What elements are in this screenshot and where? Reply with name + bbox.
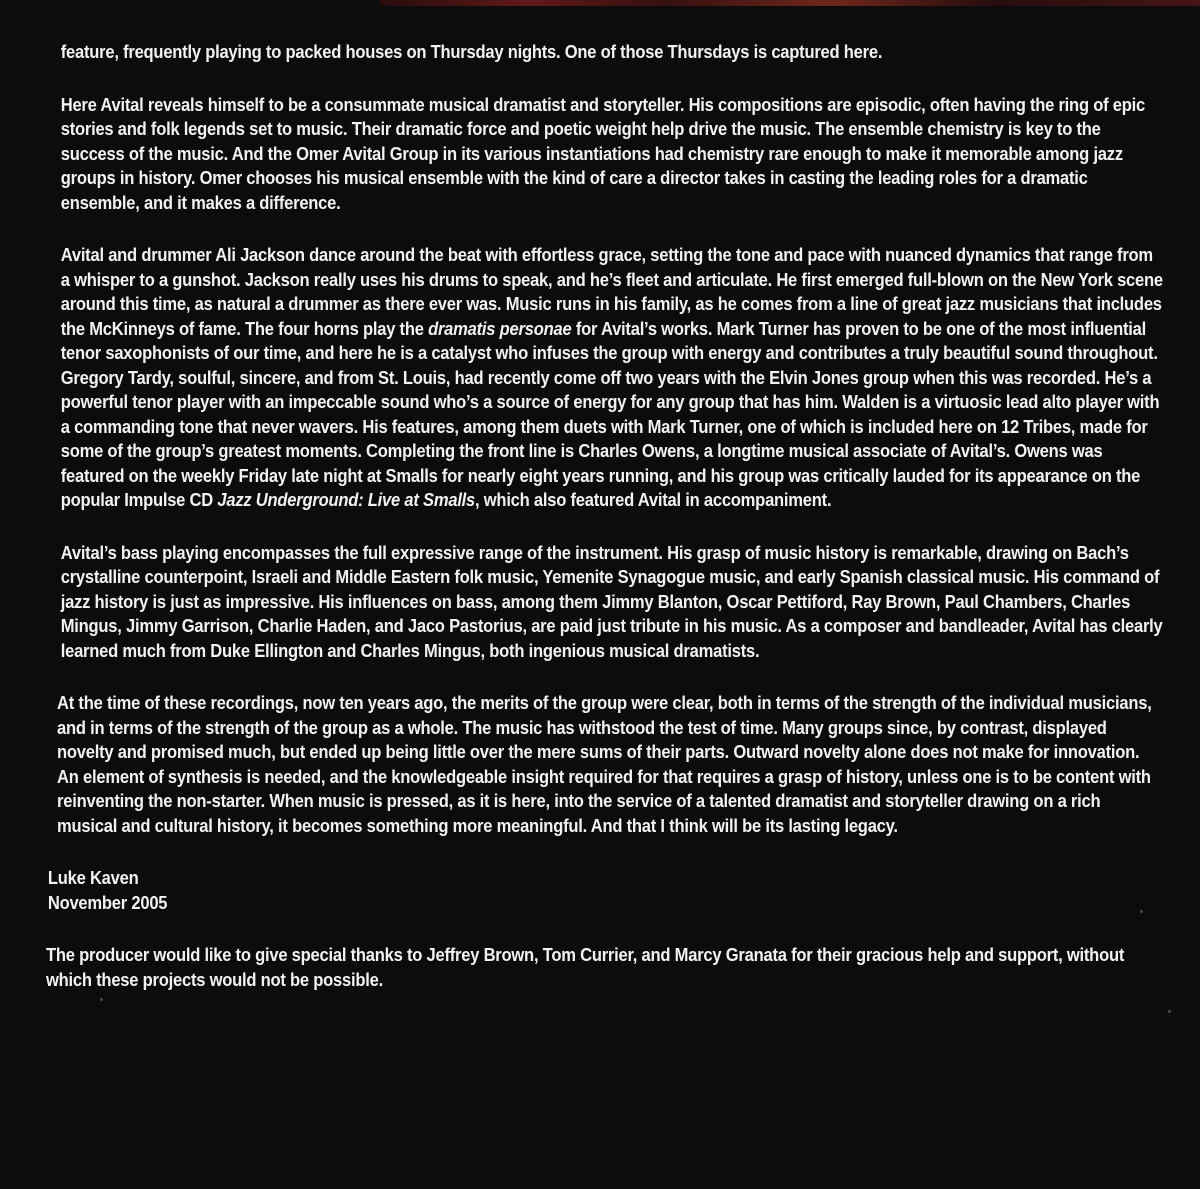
paragraph-dramatist: Here Avital reveals himself to be a consummate musical dramatist and storyteller. His compositions are episodic, often having the ring of epic stories and folk legends set to music. Their dramatic force and poetic weight help drive the music. The ensemble chemistry is key to the success of the music. And the Omer Avital Group in its various instantiations had chemistry rare enough to make it memorable among jazz groups in history. Omer chooses his musical ensemble with the kind of care a director takes in casting the leading roles for a dramatic ensemble, and it makes a difference.: [60, 94, 1145, 213]
paragraph-thanks: The producer would like to give special thanks to Jeffrey Brown, Tom Currier, and Marcy Granata for their gracious help and support, without which these projects would not be possible.: [46, 945, 1125, 990]
print-speck: [1168, 1010, 1171, 1013]
italic-dramatis-personae: dramatis personae: [428, 318, 572, 339]
paragraph-ensemble-part-3: , which also featured Avital in accompaniment.: [475, 490, 832, 510]
paragraph-bass-playing: Avital’s bass playing encompasses the full expressive range of the instrument. His grasp of music history is remarkable, drawing on Bach’s crystalline counterpoint, Israeli and Middle Eastern folk music, Yemenite Synagogue music, and early Spanish classical music. His command of jazz history is just as impressive. His influences on bass, among them Jimmy Blanton, Oscar Pettiford, Ray Brown, Paul Chambers, Charles Mingus, Jimmy Garrison, Charlie Haden, and Jaco Pastorius, are paid just tribute in his music. As a composer and bandleader, Avital has clearly learned much from Duke Ellington and Charles Mingus, both ingenious musical dramatists.: [60, 542, 1163, 661]
cover-art-edge: [380, 0, 1200, 6]
print-speck: [100, 998, 103, 1001]
paragraph-ensemble-part-2: for Avital’s works. Mark Turner has proven to be one of the most influential tenor saxophonists of our time, and here he is a catalyst who infuses the group with energy and contributes a truly beautiful sound throughout. Gregory Tardy, soulful, sincere, and from St. Louis, had recently come off two years with the Elvin Jones group when this was recorded. He’s a powerful tenor player with an impeccable sound who’s a source of energy for any group that has him. Walden is a virtuosic lead alto player with a commanding tone that never wavers. His features, among them duets with Mark Turner, one of which is included here on 12 Tribes, made for some of the group’s greatest moments. Completing the front line is Charles Owens, a longtime musical associate of Avital’s. Owens was featured on the weekly Friday late night at Smalls for nearly eight years running, and his group was critically lauded for its appearance on the popular Impulse CD: [60, 318, 1160, 510]
print-speck: [1140, 910, 1143, 913]
paragraph-ensemble: [61, 243, 1165, 513]
paragraph-ensemble-part-1: Avital and drummer Ali Jackson dance around the beat with effortless grace, setting the tone and pace with nuanced dynamics that range from a whisper to a gunshot. Jackson really uses his drums to speak, and he’s fleet and articulate. He first emerged full-blown on the New York scene around this time, as natural a drummer as there ever was. Music runs in his family, as he comes from a line of great jazz musicians that includes the McKinneys of fame. The four horns play the: [60, 245, 1163, 339]
signature-date: November 2005: [47, 892, 168, 913]
italic-album-title: Jazz Underground: Live at Smalls: [217, 490, 476, 510]
liner-notes-text: [46, 40, 1163, 992]
author-name: Luke Kaven: [47, 868, 139, 888]
paragraph-intro: feature, frequently playing to packed houses on Thursday nights. One of those Thursdays is captured here.: [60, 42, 883, 62]
signature-block: [48, 866, 1152, 915]
paragraph-legacy: At the time of these recordings, now ten years ago, the merits of the group were clear, both in terms of the strength of the individual musicians, and in terms of the strength of the group as a whole. The music has withstood the test of time. Many groups since, by contrast, displayed novelty and promised much, but ended up being little over the mere sums of their parts. Outward novelty alone does not make for innovation. An element of synthesis is needed, and the knowledgeable insight required for that requires a grasp of history, unless one is to be content with reinventing the non-starter. When music is pressed, as it is here, into the service of a talented dramatist and storyteller drawing on a rich musical and cultural history, it becomes something more meaningful. And that I think will be its lasting legacy.: [57, 693, 1152, 836]
